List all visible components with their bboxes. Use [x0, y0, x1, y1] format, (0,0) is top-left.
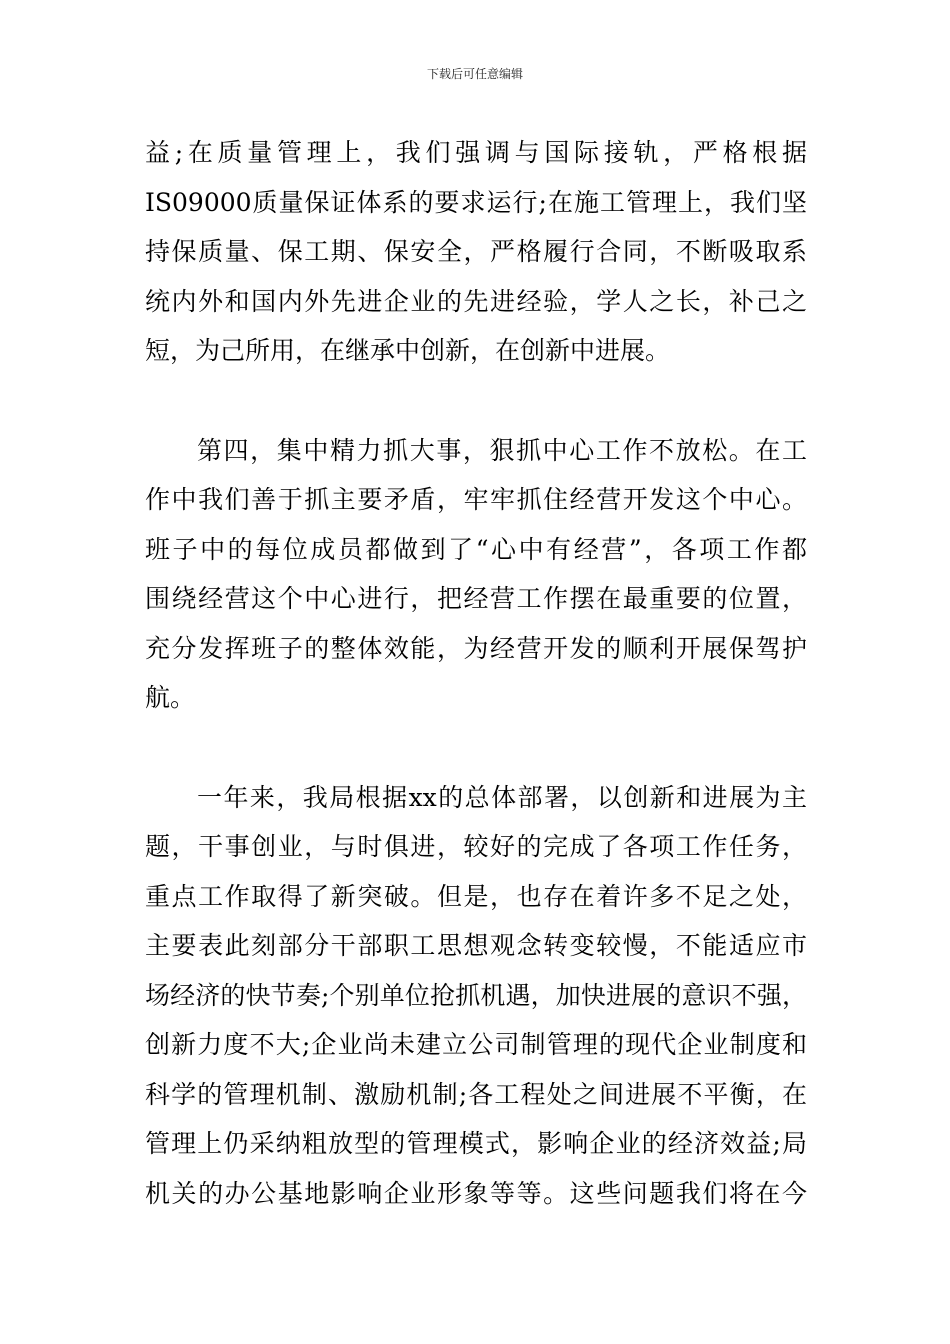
paragraph-line: 益;在质量管理上，我们强调与国际接轨，严格根据 — [145, 138, 807, 167]
page-header: 下载后可任意编辑 — [426, 67, 523, 81]
paragraph-line: IS09000质量保证体系的要求运行;在施工管理上，我们坚 — [145, 187, 807, 217]
paragraph-line: 题，干事创业，与时俱进，较好的完成了各项工作任务， — [145, 832, 807, 861]
paragraph-line: 持保质量、保工期、保安全，严格履行合同，不断吸取系 — [145, 237, 807, 266]
paragraph-line: 充分发挥班子的整体效能，为经营开发的顺利开展保驾护 — [145, 633, 807, 663]
paragraph-line: 作中我们善于抓主要矛盾，牢牢抓住经营开发这个中心。 — [145, 485, 807, 514]
paragraph-line: 围绕经营这个中心进行，把经营工作摆在最重要的位置， — [145, 584, 807, 613]
paragraph-spacer — [145, 723, 807, 773]
paragraph-line: 科学的管理机制、激励机制;各工程处之间进展不平衡，在 — [145, 1079, 807, 1109]
paragraph-line: 管理上仍采纳粗放型的管理模式，影响企业的经济效益;局 — [145, 1129, 807, 1158]
paragraph-line: 第四，集中精力抓大事，狠抓中心工作不放松。在工 — [197, 435, 807, 465]
paragraph-line: 短，为己所用，在继承中创新，在创新中进展。 — [145, 336, 671, 365]
paragraph-line: 主要表此刻部分干部职工思想观念转变较慢，不能适应市 — [145, 931, 807, 960]
document-body — [145, 128, 807, 1218]
paragraph-line: 机关的办公基地影响企业形象等等。这些问题我们将在今 — [145, 1178, 807, 1208]
paragraph-spacer — [145, 376, 807, 426]
paragraph-1 — [145, 128, 807, 376]
paragraph-2 — [145, 426, 807, 723]
paragraph-line: 创新力度不大;企业尚未建立公司制管理的现代企业制度和 — [145, 1030, 807, 1059]
paragraph-line: 场经济的快节奏;个别单位抢抓机遇，加快进展的意识不强， — [145, 980, 807, 1010]
paragraph-line: 班子中的每位成员都做到了“心中有经营”，各项工作都 — [145, 534, 807, 564]
paragraph-line: 一年来，我局根据xx的总体部署，以创新和进展为主 — [197, 782, 807, 812]
paragraph-3 — [145, 773, 807, 1219]
paragraph-line: 航。 — [145, 683, 196, 712]
paragraph-line: 重点工作取得了新突破。但是，也存在着许多不足之处， — [145, 881, 807, 911]
paragraph-line: 统内外和国内外先进企业的先进经验，学人之长，补己之 — [145, 286, 807, 316]
